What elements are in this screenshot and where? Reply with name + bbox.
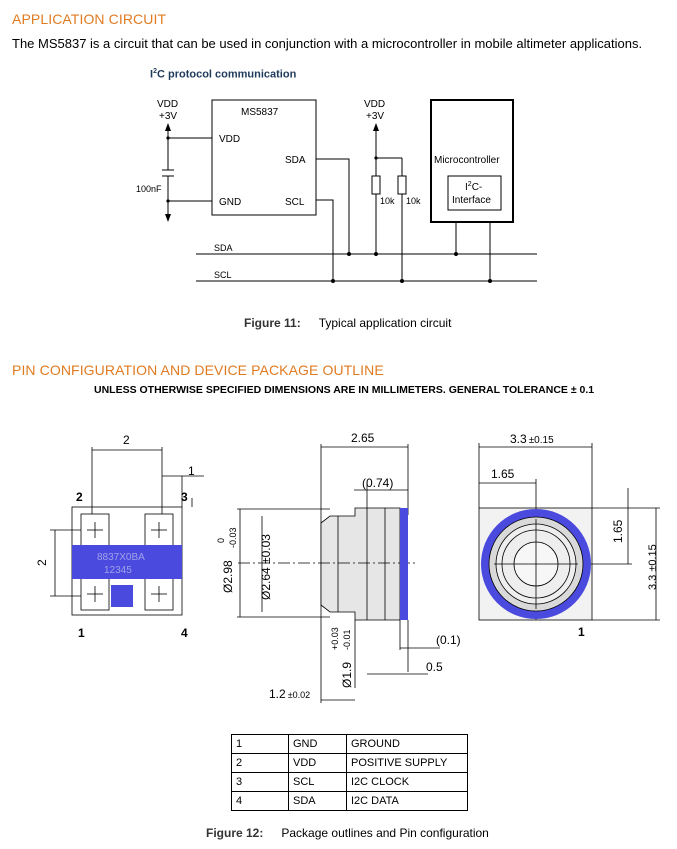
dim-05: 0.5 <box>426 660 443 674</box>
pin-description: I2C CLOCK <box>347 773 468 792</box>
dia-298: Ø2.98 <box>221 560 235 593</box>
right-dim-33: 3.3 ±0.15 <box>647 544 659 590</box>
dia-19-tol-hi: +0.03 <box>330 627 340 650</box>
left-vdd-label: VDD <box>157 99 179 110</box>
chip-name: MS5837 <box>241 107 279 118</box>
pin-number: 2 <box>232 754 289 773</box>
side-width-dim: 2.65 <box>351 431 375 445</box>
chip-pin-gnd: GND <box>219 197 242 208</box>
right-vdd-voltage: +3V <box>366 111 385 122</box>
top-view-width: 3.3 ±0.15 <box>510 432 554 446</box>
microcontroller-label: Microcontroller <box>434 155 500 166</box>
pin-label-1: 1 <box>78 626 85 640</box>
capacitor-label: 100nF <box>136 184 162 194</box>
pin-configuration-table <box>231 734 468 811</box>
pin-label-4: 4 <box>181 626 188 640</box>
dim-074: (0.74) <box>362 476 394 490</box>
i2c-interface-line2: Interface <box>452 195 491 206</box>
dia-19: Ø1.9 <box>340 661 354 688</box>
section-title-application-circuit: APPLICATION CIRCUIT <box>12 11 167 27</box>
resistor-2-label: 10k <box>406 196 421 206</box>
chip-pin-sda: SDA <box>285 155 306 166</box>
pin-label-2: 2 <box>76 490 83 504</box>
marking-line-2: 12345 <box>104 565 132 576</box>
right-pin-1-label: 1 <box>578 625 585 639</box>
table-row <box>232 773 468 792</box>
right-vdd-label: VDD <box>364 99 386 110</box>
figure-11-caption: Figure 11: Typical application circuit <box>244 316 452 330</box>
pin-number: 3 <box>232 773 289 792</box>
pin-number: 1 <box>232 735 289 754</box>
side-dim-2: 2 <box>35 559 49 566</box>
table-row <box>232 792 468 811</box>
resistor-1-label: 10k <box>380 196 395 206</box>
marking-line-1: 8837X0BA <box>97 552 145 563</box>
section-title-pin-configuration: PIN CONFIGURATION AND DEVICE PACKAGE OUTLINE <box>12 362 384 378</box>
i2c-interface-line1: $I^2C-$ <box>465 181 483 193</box>
intro-paragraph: The MS5837 is a circuit that can be used in conjunction with a microcontroller in mobile altimeter applications. <box>12 36 643 51</box>
left-vdd-voltage: +3V <box>159 111 178 122</box>
top-dim-2: 2 <box>123 433 130 447</box>
table-row <box>232 735 468 754</box>
chip-pin-scl: SCL <box>285 197 305 208</box>
top-view-half-width: 1.65 <box>491 467 515 481</box>
dim-12: 1.2 ±0.02 <box>269 687 311 701</box>
pin-name: VDD <box>289 754 347 773</box>
chip-pin-vdd: VDD <box>219 134 241 145</box>
dia-264: Ø2.64 ±0.03 <box>259 534 273 600</box>
dim-01: (0.1) <box>436 633 461 647</box>
pin-description: I2C DATA <box>347 792 468 811</box>
pin-name: GND <box>289 735 347 754</box>
top-dim-1: 1 <box>188 464 195 478</box>
right-dim-165: 1.65 <box>611 519 625 543</box>
bus-sda-label: SDA <box>214 243 233 253</box>
figure-12-caption: Figure 12: Package outlines and Pin configuration <box>206 826 489 840</box>
diagram-title: $I^2C$ protocol communication <box>150 68 297 81</box>
pin-name: SCL <box>289 773 347 792</box>
tolerance-note: UNLESS OTHERWISE SPECIFIED DIMENSIONS ARE IN MILLIMETERS. GENERAL TOLERANCE ± 0.1 <box>94 384 595 396</box>
pin-label-3: 3 <box>181 490 188 504</box>
table-row <box>232 754 468 773</box>
bus-scl-label: SCL <box>214 270 232 280</box>
pin-name: SDA <box>289 792 347 811</box>
dia-298-tol-lo: -0.03 <box>228 527 238 548</box>
pin-number: 4 <box>232 792 289 811</box>
pin-description: GROUND <box>347 735 468 754</box>
pin-description: POSITIVE SUPPLY <box>347 754 468 773</box>
dia-298-tol-hi: 0 <box>216 537 226 543</box>
dia-19-tol-lo: -0.01 <box>342 629 352 650</box>
